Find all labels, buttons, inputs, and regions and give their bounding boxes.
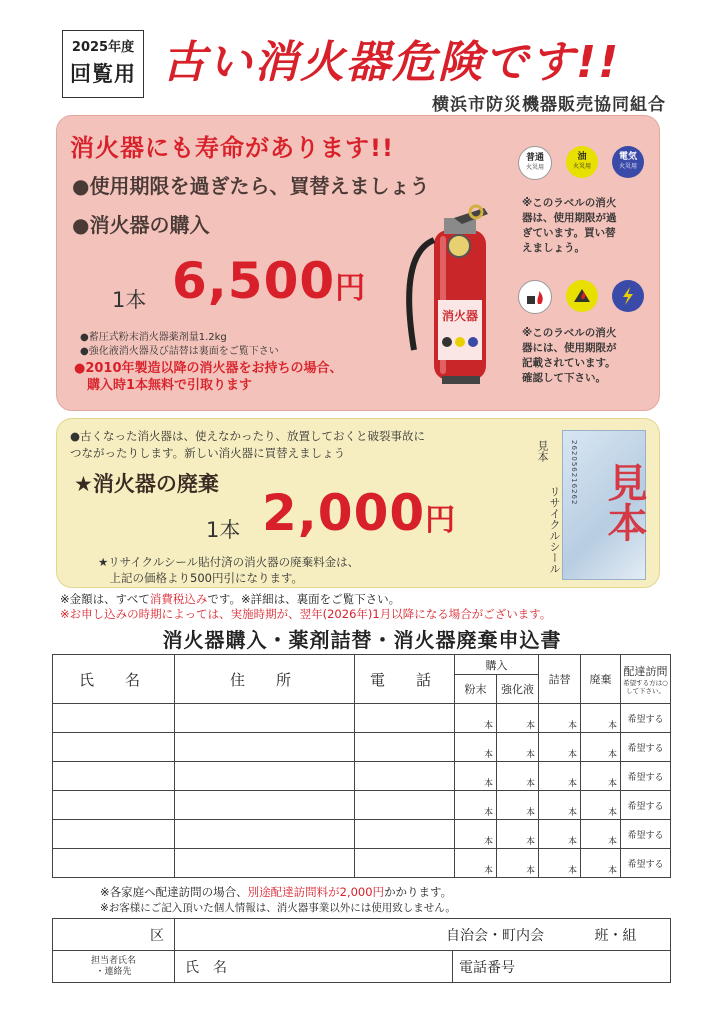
- purchase-header: 購入: [455, 655, 539, 675]
- free-pickup-note: ●2010年製造以降の消火器をお持ちの場合、 購入時1本無料で引取ります: [74, 361, 343, 393]
- powder-qty-cell[interactable]: 本: [455, 704, 497, 733]
- seal-caption-sample: 見本: [536, 440, 549, 462]
- disposal-intro: ●古くなった消火器は、使えなかったり、放置しておくと破裂事故に つながったりします。新しい消火器に買替えましょう: [70, 429, 426, 460]
- phone-cell[interactable]: [355, 762, 455, 791]
- disposal-qty-cell[interactable]: 本: [581, 791, 621, 820]
- refill-qty-cell[interactable]: 本: [539, 733, 581, 762]
- purchase-price: [172, 252, 366, 310]
- delivery-fee-note: [100, 884, 452, 900]
- tax-notice: [60, 592, 551, 607]
- organization-name: 横浜市防災機器販売協同組合: [432, 95, 666, 115]
- phone-cell[interactable]: [355, 820, 455, 849]
- disposal-heading: ★消火器の廃棄: [74, 472, 219, 496]
- visit-request-cell[interactable]: 希望する: [621, 704, 671, 733]
- phone-cell[interactable]: [355, 733, 455, 762]
- visit-header-title: 配達訪問: [623, 665, 668, 678]
- electric-fire-text: 電気: [618, 152, 637, 162]
- powder-qty-cell[interactable]: 本: [455, 791, 497, 820]
- contact-name-label: 氏 名: [185, 959, 227, 976]
- oil-fire-pictogram-icon: [566, 280, 598, 312]
- tax-notice-c: です。※詳細は、裏面をご覧下さい。: [207, 592, 401, 606]
- refill-qty-cell[interactable]: 本: [539, 849, 581, 878]
- purchase-price-value: 6,500: [172, 252, 336, 310]
- visit-request-cell[interactable]: 希望する: [621, 791, 671, 820]
- disposal-qty-cell[interactable]: 本: [581, 704, 621, 733]
- form-row: [53, 762, 671, 791]
- visit-header-sub: 希望する方は○して下さい。: [623, 679, 668, 695]
- group-label: 班・組: [594, 927, 637, 944]
- address-cell[interactable]: [175, 704, 355, 733]
- disposal-price: [262, 484, 456, 542]
- contact-table: [52, 918, 671, 983]
- electric-fire-pictogram-icon: [612, 280, 644, 312]
- name-cell[interactable]: [53, 820, 175, 849]
- powder-qty-cell[interactable]: 本: [455, 820, 497, 849]
- refill-qty-cell[interactable]: 本: [539, 704, 581, 733]
- liquid-qty-cell[interactable]: 本: [497, 820, 539, 849]
- disposal-unit: 1本: [206, 518, 241, 542]
- refill-qty-cell[interactable]: 本: [539, 791, 581, 820]
- delivery-fee-c: かかります。: [384, 885, 453, 899]
- phone-header: 電 話: [355, 655, 455, 704]
- ordinary-fire-label: [518, 146, 552, 180]
- liquid-qty-cell[interactable]: 本: [497, 762, 539, 791]
- old-label-note: ※このラベルの消火 器は、使用期限が過 ぎています。買い替 えましょう。: [522, 197, 617, 254]
- form-row: [53, 820, 671, 849]
- address-cell[interactable]: [175, 849, 355, 878]
- liquid-qty-cell[interactable]: 本: [497, 704, 539, 733]
- ward-label: 区: [53, 919, 175, 951]
- name-cell[interactable]: [53, 733, 175, 762]
- association-cell[interactable]: [175, 919, 671, 951]
- form-row: [53, 733, 671, 762]
- liquid-qty-cell[interactable]: 本: [497, 791, 539, 820]
- form-row: [53, 791, 671, 820]
- form-row: [53, 849, 671, 878]
- ordinary-fire-pictogram-icon: [518, 280, 552, 314]
- phone-cell[interactable]: [355, 704, 455, 733]
- liquid-qty-cell[interactable]: 本: [497, 733, 539, 762]
- phone-cell[interactable]: [355, 791, 455, 820]
- purchase-bullet: ●消火器の購入: [72, 213, 210, 237]
- disposal-price-value: 2,000: [262, 484, 426, 542]
- purchase-unit: 1本: [112, 288, 147, 312]
- liquid-note: ●強化液消火器及び詰替は裏面をご覧下さい: [80, 346, 279, 357]
- visit-request-cell[interactable]: 希望する: [621, 733, 671, 762]
- electric-fire-label: [612, 146, 644, 178]
- liquid-header: 強化液: [497, 675, 539, 704]
- address-cell[interactable]: [175, 820, 355, 849]
- ordinary-fire-sub: 火災用: [525, 164, 544, 171]
- phone-cell[interactable]: [355, 849, 455, 878]
- electric-fire-sub: 火災用: [618, 163, 637, 170]
- price-notices: [60, 592, 551, 622]
- name-header: 氏 名: [53, 655, 175, 704]
- liquid-qty-cell[interactable]: 本: [497, 849, 539, 878]
- visit-request-cell[interactable]: 希望する: [621, 762, 671, 791]
- refill-qty-cell[interactable]: 本: [539, 762, 581, 791]
- recycle-seal-number: 262056216262: [570, 440, 578, 506]
- circulation-stamp: [62, 30, 144, 98]
- page-title: 古い消火器危険です!!: [162, 37, 621, 88]
- replace-bullet: ●使用期限を過ぎたら、買替えましょう: [72, 174, 430, 198]
- visit-request-cell[interactable]: 希望する: [621, 849, 671, 878]
- oil-fire-label: [566, 146, 598, 178]
- oil-fire-text: 油: [577, 152, 587, 162]
- address-header: 住 所: [175, 655, 355, 704]
- form-title: 消火器購入・薬剤詰替・消火器廃棄申込書: [162, 628, 562, 652]
- address-cell[interactable]: [175, 762, 355, 791]
- name-cell[interactable]: [53, 791, 175, 820]
- stamp-year: 2025年度: [71, 40, 135, 55]
- contact-phone-label: 電話番号: [459, 959, 515, 976]
- tax-notice-b: 消費税込み: [149, 592, 208, 606]
- contact-phone-cell[interactable]: [453, 951, 671, 983]
- refill-header: 詰替: [539, 655, 581, 704]
- disposal-qty-cell[interactable]: 本: [581, 733, 621, 762]
- extinguisher-label: 消火器: [441, 309, 479, 323]
- lifespan-heading: 消火器にも寿命があります!!: [70, 134, 394, 162]
- refill-qty-cell[interactable]: 本: [539, 820, 581, 849]
- contact-label: 担当者氏名 ・連絡先: [53, 951, 175, 983]
- powder-note: ●蓄圧式粉末消火器薬剤量1.2kg: [80, 332, 227, 343]
- disposal-yen: 円: [425, 503, 457, 538]
- name-cell[interactable]: [53, 704, 175, 733]
- ordinary-fire-text: 普通: [525, 153, 544, 163]
- new-label-note: ※このラベルの消火 器には、使用期限が 記載されています。 確認して下さい。: [522, 327, 617, 384]
- contact-name-cell[interactable]: [175, 951, 453, 983]
- stamp-label: 回覧用: [70, 62, 136, 86]
- name-cell[interactable]: [53, 849, 175, 878]
- sample-stamp: 見本: [601, 462, 647, 542]
- tax-notice-a: ※金額は、すべて: [60, 592, 150, 606]
- visit-header: [621, 655, 671, 704]
- fire-extinguisher-illustration: [404, 200, 512, 405]
- address-cell[interactable]: [175, 733, 355, 762]
- seal-caption-recycle: リサイクルシール: [548, 486, 561, 574]
- privacy-note: ※お客様にご記入頂いた個人情報は、消火器事業以外には使用致しません。: [100, 902, 456, 914]
- oil-fire-sub: 火災用: [572, 163, 591, 170]
- delivery-fee-b: 別途配達訪問料が2,000円: [247, 885, 385, 899]
- recycle-seal-note: ★リサイクルシール貼付済の消火器の廃棄料金は、 上記の価格より500円引になります。: [98, 555, 360, 585]
- visit-request-cell[interactable]: 希望する: [621, 820, 671, 849]
- purchase-yen: 円: [335, 271, 367, 306]
- powder-qty-cell[interactable]: 本: [455, 849, 497, 878]
- address-cell[interactable]: [175, 791, 355, 820]
- disposal-qty-cell[interactable]: 本: [581, 820, 621, 849]
- disposal-header: 廃棄: [581, 655, 621, 704]
- application-form: [52, 654, 671, 878]
- name-cell[interactable]: [53, 762, 175, 791]
- powder-header: 粉末: [455, 675, 497, 704]
- form-row: [53, 704, 671, 733]
- delivery-fee-a: ※各家庭へ配達訪問の場合、: [100, 885, 248, 899]
- association-label: 自治会・町内会: [446, 927, 544, 944]
- schedule-notice: ※お申し込みの時期によっては、実施時期が、翌年(2026年)1月以降になる場合がございます。: [60, 607, 552, 621]
- disposal-qty-cell[interactable]: 本: [581, 762, 621, 791]
- powder-qty-cell[interactable]: 本: [455, 762, 497, 791]
- powder-qty-cell[interactable]: 本: [455, 733, 497, 762]
- disposal-qty-cell[interactable]: 本: [581, 849, 621, 878]
